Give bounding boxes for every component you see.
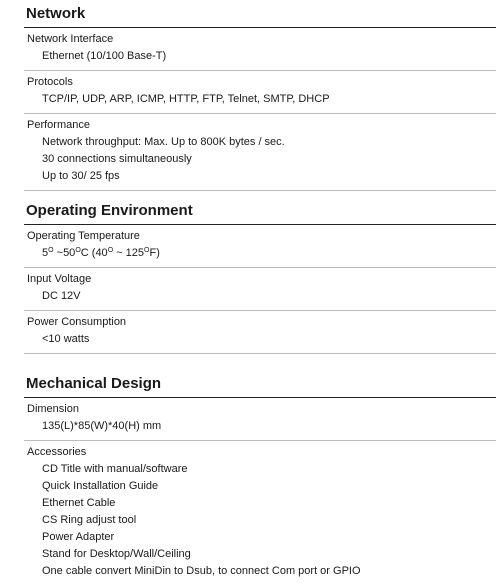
group-accessories — [24, 441, 496, 585]
dimension-value: 135(L)*85(W)*40(H) mm — [42, 420, 162, 432]
accessory-item: Power Adapter — [42, 531, 115, 543]
protocols-label: Protocols — [27, 76, 73, 88]
operating-temperature-value: $5^O$ $\sim 50^OC$ ($40^O$ ~ $125^OF$) — [42, 247, 160, 259]
group-protocols — [24, 71, 496, 114]
group-power-consumption — [24, 311, 496, 354]
performance-item: Network throughput: Max. Up to 800K bytes / sec. — [42, 136, 285, 148]
group-network-interface — [24, 28, 496, 71]
input-voltage-label: Input Voltage — [27, 273, 92, 285]
accessory-item: One cable convert MiniDin to Dsub, to connect Com port or GPIO — [42, 565, 361, 577]
network-interface-label: Network Interface — [27, 33, 114, 45]
accessory-item: Ethernet Cable — [42, 497, 116, 509]
spec-sheet — [24, 0, 496, 585]
accessory-item: Quick Installation Guide — [42, 480, 159, 492]
power-consumption-value: <10 watts — [42, 333, 90, 345]
protocols-value: TCP/IP, UDP, ARP, ICMP, HTTP, FTP, Telnet, SMTP, DHCP — [42, 93, 330, 105]
section-title-mechanical-design: Mechanical Design — [24, 370, 496, 398]
accessory-item: CD Title with manual/software — [42, 463, 188, 475]
dimension-label: Dimension — [27, 403, 79, 415]
accessory-item: Stand for Desktop/Wall/Ceiling — [42, 548, 191, 560]
group-operating-temperature — [24, 225, 496, 268]
accessory-item: CS Ring adjust tool — [42, 514, 137, 526]
group-input-voltage — [24, 268, 496, 311]
performance-label: Performance — [27, 119, 90, 131]
group-performance — [24, 114, 496, 191]
performance-item: 30 connections simultaneously — [42, 153, 192, 165]
group-dimension — [24, 398, 496, 441]
input-voltage-value: DC 12V — [42, 290, 81, 302]
section-title-network: Network — [24, 0, 496, 28]
network-interface-value: Ethernet (10/100 Base-T) — [42, 50, 167, 62]
operating-temperature-label: Operating Temperature — [27, 230, 140, 242]
section-title-operating-environment: Operating Environment — [24, 197, 496, 225]
accessories-label: Accessories — [27, 446, 87, 458]
power-consumption-label: Power Consumption — [27, 316, 127, 328]
performance-item: Up to 30/ 25 fps — [42, 170, 120, 182]
